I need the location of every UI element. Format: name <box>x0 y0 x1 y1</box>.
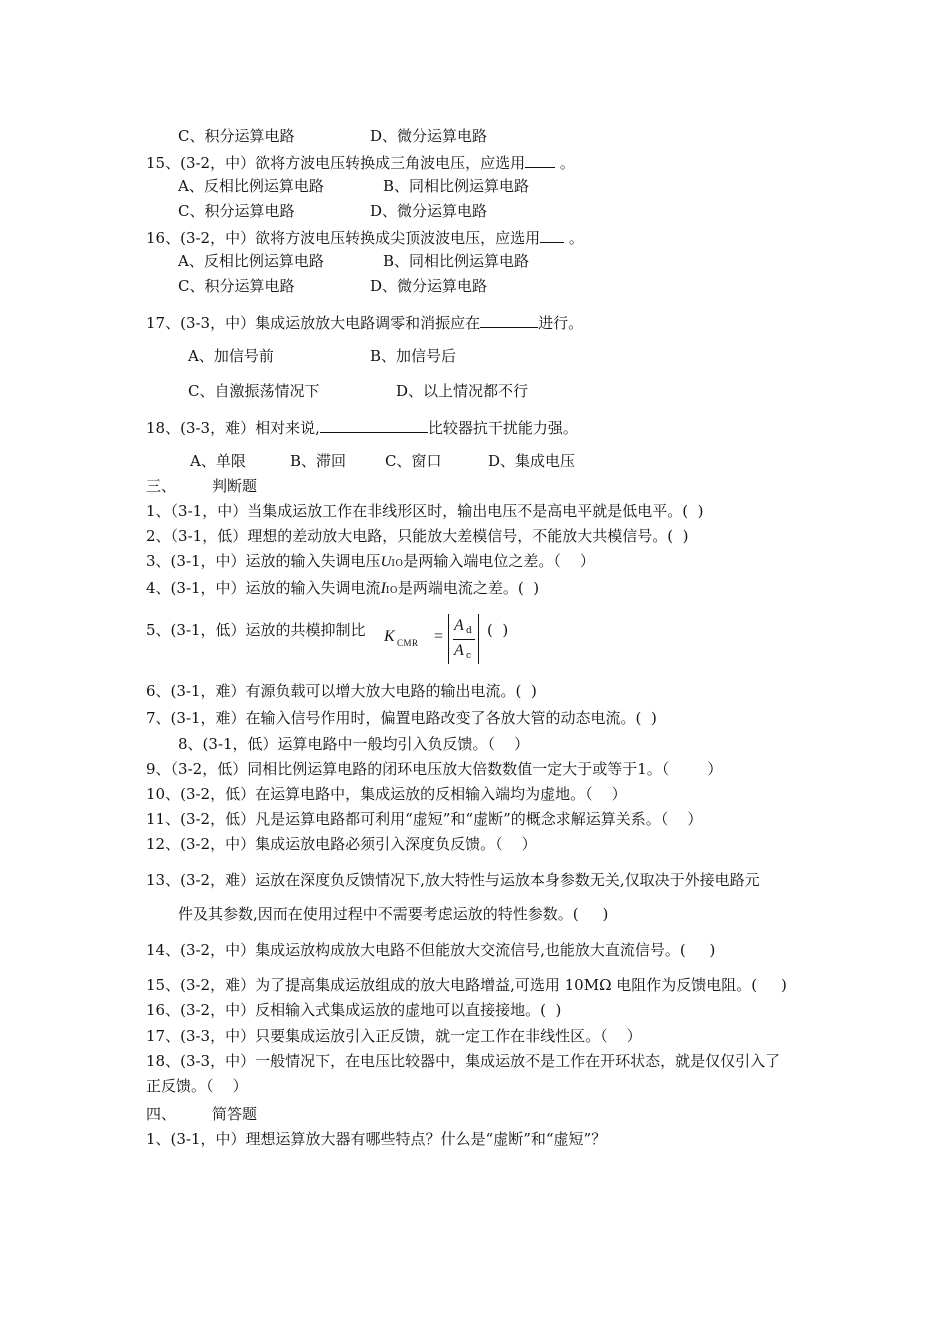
question-text: 16、(3-2，中）欲将方波电压转换成尖顶波波电压，应选用 <box>146 229 541 247</box>
question-18 <box>146 416 578 438</box>
item-text: 是两输入端电位之差。（ ） <box>403 552 595 570</box>
cmr-formula <box>384 614 484 666</box>
answer-parens: ( ) <box>487 621 509 639</box>
judge-item-12: 12、(3-2，中）集成运放电路必须引入深度负反馈。（ ） <box>146 835 537 853</box>
judge-item-13: 13、(3-2，难）运放在深度负反馈情况下,放大特性与运放本身参数无关,仅取决于外接电路元 <box>146 871 760 889</box>
denominator: A <box>454 642 464 659</box>
judge-item-18: 18、(3-3，中）一般情况下，在电压比较器中，集成运放不是工作在开环状态，就是仅仅引入了 <box>146 1052 781 1070</box>
numerator: A <box>454 617 464 634</box>
symbol-subscript: IO <box>385 586 398 596</box>
judge-item-10: 10、(3-2，低）在运算电路中，集成运放的反相输入端均为虚地。（ ） <box>146 785 627 803</box>
symbol: I <box>380 580 386 597</box>
option-c: C、积分运算电路 <box>178 277 295 295</box>
answer-blank <box>525 151 555 168</box>
question-end: 比较器抗干扰能力强。 <box>427 419 578 437</box>
option-d: D、集成电压 <box>488 452 576 470</box>
option-a: A、反相比例运算电路 <box>178 177 324 195</box>
item-text: 4、(3-1，中）运放的输入失调电流 <box>146 579 381 597</box>
symbol: U <box>380 554 392 570</box>
judge-item-9: 9、（3-2，低）同相比例运算电路的闭环电压放大倍数数值一定大于或等于1。（ ） <box>146 760 723 778</box>
option-c: C、窗口 <box>385 452 442 470</box>
judge-item-7: 7、(3-1，难）在输入信号作用时，偏置电路改变了各放大管的动态电流。( ) <box>146 709 657 727</box>
abs-bar-right <box>478 614 479 664</box>
option-c: C、积分运算电路 <box>178 127 295 145</box>
option-a: A、单限 <box>190 452 246 470</box>
section-number: 三、 <box>146 477 177 495</box>
question-end: 。 <box>559 154 575 172</box>
question-text: 15、(3-2，中）欲将方波电压转换成三角波电压，应选用 <box>146 154 526 172</box>
denominator-subscript: c <box>466 651 472 661</box>
judge-item-1: 1、（3-1，中）当集成运放工作在非线形区时，输出电压不是高电平就是低电平。( ) <box>146 502 704 520</box>
item-text: 是两端电流之差。( ) <box>397 579 540 597</box>
item-text: 3、(3-1，中）运放的输入失调电压 <box>146 552 381 570</box>
option-d: D、微分运算电路 <box>370 202 488 220</box>
question-16 <box>146 226 584 248</box>
section-number: 四、 <box>146 1105 177 1123</box>
option-b: B、滞回 <box>290 452 347 470</box>
question-15 <box>146 151 575 173</box>
fraction-bar <box>453 639 475 640</box>
k-symbol: K <box>384 628 395 645</box>
option-c: C、积分运算电路 <box>178 202 295 220</box>
judge-item-2: 2、（3-1，低）理想的差动放大电路，只能放大差模信号，不能放大共模信号。( ) <box>146 527 689 545</box>
judge-item-14: 14、(3-2，中）集成运放构成放大电路不但能放大交流信号,也能放大直流信号。( ) <box>146 941 716 959</box>
judge-item-3 <box>146 551 595 574</box>
question-text: 17、(3-3，中）集成运放放大电路调零和消振应在 <box>146 314 481 332</box>
question-end: 进行。 <box>538 314 584 332</box>
option-b: B、同相比例运算电路 <box>383 177 530 195</box>
answer-blank <box>320 416 428 433</box>
judge-item-4 <box>146 578 539 601</box>
judge-item-15: 15、(3-2，难）为了提高集成运放组成的放大电路增益,可选用 10MΩ 电阻作为反馈电阻。( ) <box>146 976 787 994</box>
judge-item-13-cont: 件及其参数,因而在使用过程中不需要考虑运放的特性参数。( ) <box>178 905 609 923</box>
question-17 <box>146 311 583 333</box>
option-b: B、加信号后 <box>370 347 457 365</box>
option-c: C、自激振荡情况下 <box>188 382 320 400</box>
judge-item-6: 6、(3-1，难）有源负载可以增大放大电路的输出电流。( ) <box>146 682 537 700</box>
judge-item-8: 8、(3-1，低）运算电路中一般均引入负反馈。（ ） <box>178 735 530 753</box>
answer-blank <box>480 311 538 328</box>
short-answer-1: 1、(3-1，中）理想运算放大器有哪些特点？什么是“虚断”和“虚短”？ <box>146 1130 607 1148</box>
section-heading: 判断题 <box>212 477 258 495</box>
option-d: D、以上情况都不行 <box>396 382 529 400</box>
judge-item-11: 11、(3-2，低）凡是运算电路都可利用“虚短”和“虚断”的概念求解运算关系。（ ） <box>146 810 703 828</box>
judge-item-5 <box>146 620 366 640</box>
option-b: B、同相比例运算电路 <box>383 252 530 270</box>
equals-sign: = <box>434 628 444 645</box>
option-a: A、反相比例运算电路 <box>178 252 324 270</box>
question-text: 18、(3-3，难）相对来说, <box>146 419 320 437</box>
symbol-subscript: IO <box>391 559 404 569</box>
numerator-subscript: d <box>466 626 473 636</box>
question-end: 。 <box>568 229 584 247</box>
section-heading: 简答题 <box>212 1105 258 1123</box>
judge-item-18-cont: 正反馈。（ ） <box>146 1077 248 1095</box>
option-d: D、微分运算电路 <box>370 277 488 295</box>
answer-blank <box>540 226 564 243</box>
k-subscript: CMR <box>397 638 419 648</box>
option-d: D、微分运算电路 <box>370 127 488 145</box>
judge-item-16: 16、(3-2，中）反相输入式集成运放的虚地可以直接接地。( ) <box>146 1001 562 1019</box>
option-a: A、加信号前 <box>188 347 274 365</box>
abs-bar-left <box>448 614 449 664</box>
item-text: 5、(3-1，低）运放的共模抑制比 <box>146 621 366 639</box>
judge-item-17: 17、(3-3，中）只要集成运放引入正反馈，就一定工作在非线性区。（ ） <box>146 1027 642 1045</box>
